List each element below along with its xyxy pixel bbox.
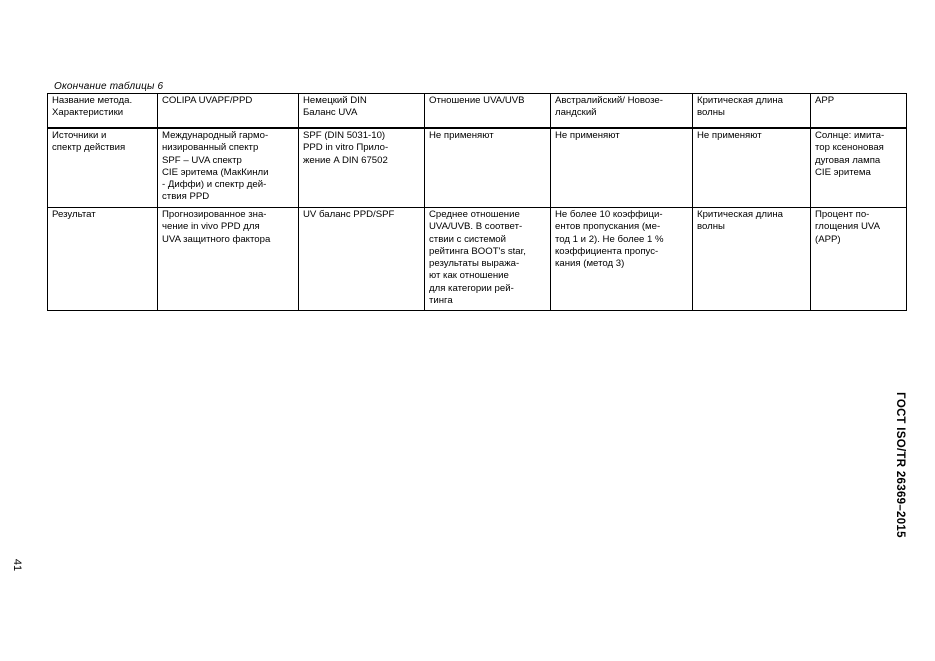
cell-line: ствия PPD — [162, 191, 210, 203]
cell-line: Отношение UVA/UVB — [429, 95, 525, 106]
cell-line: Процент по- — [815, 209, 870, 220]
cell-line: тинга — [429, 295, 453, 307]
table-caption: Окончание таблицы 6 — [54, 81, 164, 92]
table-cell — [48, 128, 158, 208]
cell-line: чение in vivo PPD для — [162, 221, 260, 233]
header-cell — [48, 94, 158, 129]
cell-line: коэффициента пропус- — [555, 245, 659, 257]
cell-line: Не применяют — [555, 130, 620, 141]
table-row-result — [48, 208, 907, 311]
cell-line: глощения UVA — [815, 221, 880, 233]
table-cell — [425, 128, 551, 208]
cell-line: кания (метод 3) — [555, 258, 625, 270]
header-cell — [158, 94, 299, 129]
table-cell — [299, 208, 425, 311]
cell-line: спектр действия — [52, 142, 126, 154]
cell-line: Прогнозированное зна- — [162, 209, 267, 220]
header-cell — [299, 94, 425, 129]
header-cell — [693, 94, 811, 129]
cell-line: Не применяют — [429, 130, 494, 141]
table-cell — [811, 208, 907, 311]
header-cell — [551, 94, 693, 129]
cell-line: Международный гармо- — [162, 130, 269, 141]
cell-line: Баланс UVA — [303, 107, 358, 119]
cell-line: (APP) — [815, 233, 841, 245]
table-cell — [158, 208, 299, 311]
cell-line: волны — [697, 107, 725, 119]
table-cell — [48, 208, 158, 311]
cell-line: волны — [697, 221, 725, 233]
cell-line: COLIPA UVAPF/PPD — [162, 95, 253, 106]
cell-line: Не более 10 коэффици- — [555, 209, 663, 220]
cell-line: жение A DIN 67502 — [303, 154, 388, 166]
cell-line: UV баланс PPD/SPF — [303, 209, 395, 220]
cell-line: UVA/UVB. В соответ- — [429, 221, 523, 233]
cell-line: CIE эритема — [815, 166, 871, 178]
cell-line: ствии с системой — [429, 233, 506, 245]
table-header-row — [48, 94, 907, 129]
cell-line: Не применяют — [697, 130, 762, 141]
cell-line: SPF (DIN 5031-10) — [303, 130, 386, 141]
cell-line: ландский — [555, 107, 597, 119]
table-cell — [551, 208, 693, 311]
cell-line: рейтинга BOOT's star, — [429, 245, 526, 257]
cell-line: Результат — [52, 209, 96, 220]
cell-line: Немецкий DIN — [303, 95, 367, 106]
table-cell — [693, 128, 811, 208]
cell-line: Характеристики — [52, 107, 124, 119]
cell-line: дуговая лампа — [815, 154, 881, 166]
header-cell — [425, 94, 551, 129]
cell-line: Критическая длина — [697, 95, 783, 106]
table-cell — [158, 128, 299, 208]
document-standard-title: ГОСТ ISO/TR 26369–2015 — [894, 392, 906, 538]
table-cell — [811, 128, 907, 208]
cell-line: Название метода. — [52, 95, 133, 106]
cell-line: ентов пропускания (ме- — [555, 221, 661, 233]
cell-line: Критическая длина — [697, 209, 783, 220]
cell-line: результаты выража- — [429, 258, 520, 270]
page-number: 41 — [11, 558, 23, 572]
table-cell — [551, 128, 693, 208]
cell-line: UVA защитного фактора — [162, 233, 271, 245]
cell-line: для категории рей- — [429, 282, 514, 294]
table-cell — [299, 128, 425, 208]
cell-line: ют как отношение — [429, 270, 509, 282]
cell-line: низированный спектр — [162, 142, 259, 154]
cell-line: Среднее отношение — [429, 209, 520, 220]
cell-line: PPD in vitro Прило- — [303, 142, 389, 154]
table-row-sources — [48, 128, 907, 208]
cell-line: Австралийский/ Новозе- — [555, 95, 663, 106]
cell-line: тод 1 и 2). Не более 1 % — [555, 233, 664, 245]
cell-line: APP — [815, 95, 835, 106]
cell-line: Солнце: имита- — [815, 130, 885, 141]
table-cell — [425, 208, 551, 311]
cell-line: CIE эритема (МакКинли — [162, 166, 269, 178]
data-table — [47, 93, 907, 311]
cell-line: SPF – UVA спектр — [162, 154, 242, 166]
cell-line: - Диффи) и спектр дей- — [162, 179, 267, 191]
cell-line: тор ксеноновая — [815, 142, 884, 154]
header-cell — [811, 94, 907, 129]
cell-line: Источники и — [52, 130, 107, 141]
table-cell — [693, 208, 811, 311]
